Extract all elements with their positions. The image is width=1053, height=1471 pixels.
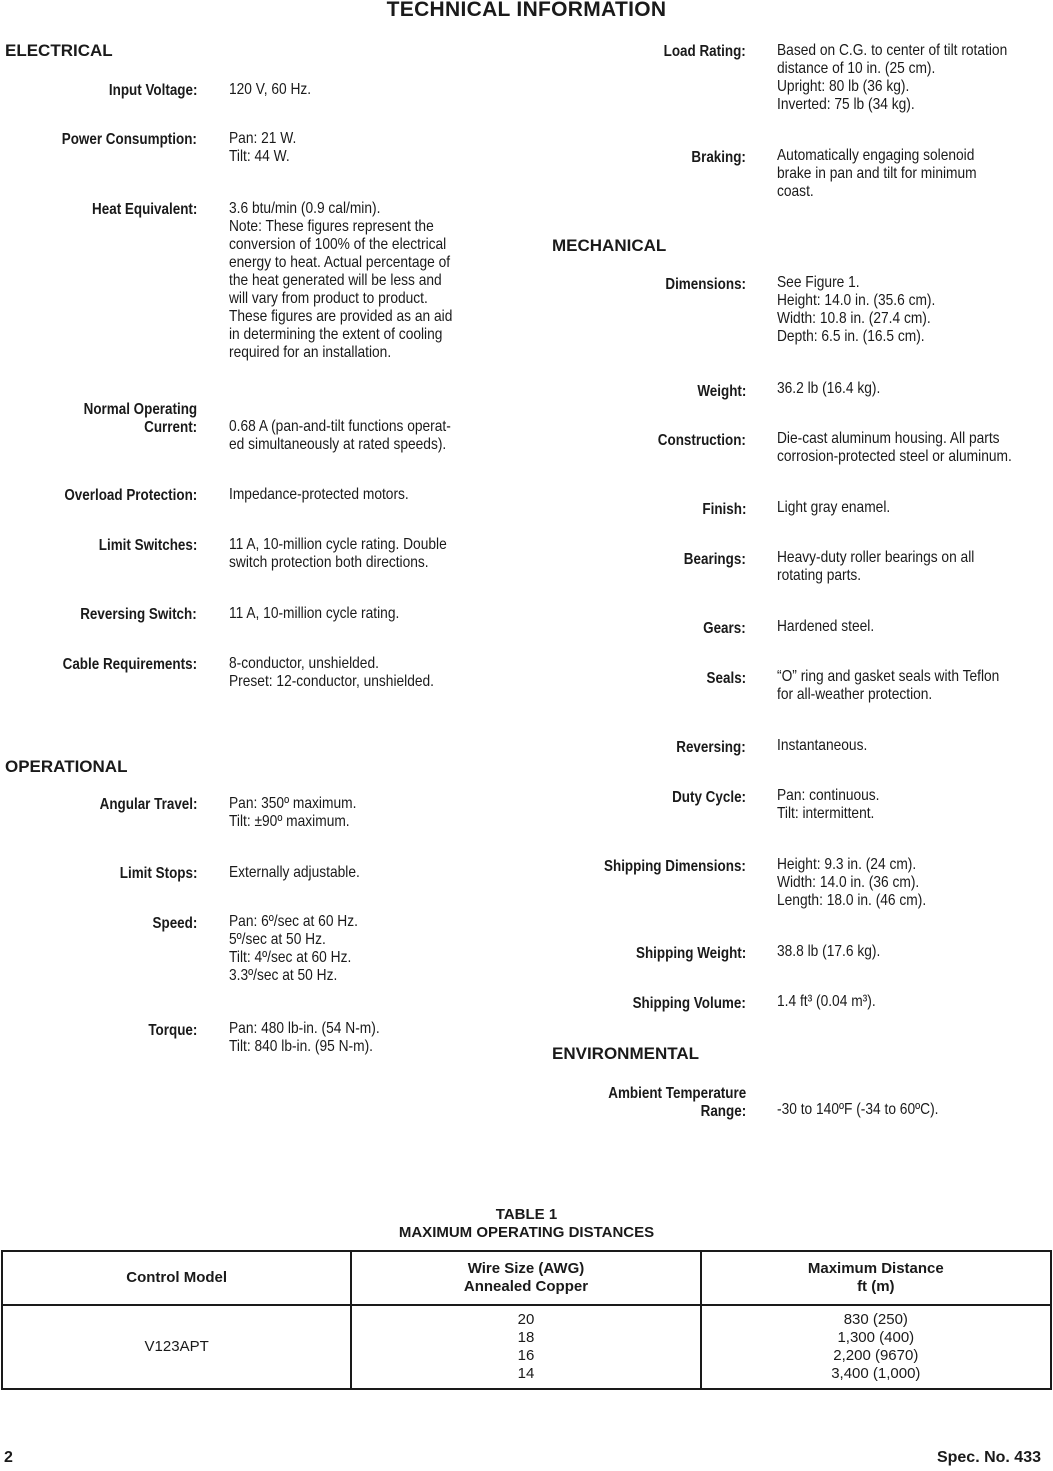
spec-value: Impedance-protected motors.: [229, 486, 409, 503]
column-header: Maximum Distance ft (m): [701, 1251, 1051, 1305]
spec-label: Shipping Dimensions:: [604, 858, 746, 875]
spec-value: 8-conductor, unshielded. Preset: 12-conductor, unshielded.: [229, 655, 435, 690]
spec-label: Angular Travel:: [99, 796, 197, 813]
spec-value: Based on C.G. to center of tilt rotation distance of 10 in. (25 cm). Upright: 80 lb (36 kg). Inverted: 75 lb (34 kg).: [777, 42, 1008, 113]
spec-value: Heavy-duty roller bearings on all rotating parts.: [777, 549, 975, 584]
table-cell-wire-sizes: 20 18 16 14: [351, 1305, 700, 1389]
page-number: 2: [4, 1449, 13, 1466]
spec-label: Power Consumption:: [61, 131, 197, 148]
spec-value: 38.8 lb (17.6 kg).: [777, 943, 881, 960]
spec-value: Pan: 6º/sec at 60 Hz. 5º/sec at 50 Hz. Tilt: 4º/sec at 60 Hz. 3.3º/sec at 50 Hz.: [229, 913, 358, 984]
spec-label: Gears:: [703, 620, 746, 637]
spec-label: Dimensions:: [665, 276, 746, 293]
spec-label: Shipping Weight:: [635, 945, 746, 962]
spec-value: Height: 9.3 in. (24 cm). Width: 14.0 in. (36 cm). Length: 18.0 in. (46 cm).: [777, 856, 927, 909]
spec-value: Pan: 21 W. Tilt: 44 W.: [229, 130, 297, 165]
spec-label: Seals:: [706, 670, 746, 687]
section-heading-operational: OPERATIONAL: [5, 757, 128, 776]
table-cell-model: V123APT: [2, 1305, 351, 1389]
max-distance-table: [1, 1250, 1052, 1390]
spec-label: Torque:: [147, 1022, 197, 1039]
spec-value: Hardened steel.: [777, 618, 875, 635]
spec-value: See Figure 1. Height: 14.0 in. (35.6 cm). Width: 10.8 in. (27.4 cm). Depth: 6.5 in. (16.5 cm).: [777, 274, 936, 345]
spec-value: Pan: 480 lb-in. (54 N-m). Tilt: 840 lb-in. (95 N-m).: [229, 1020, 380, 1055]
spec-value: 11 A, 10-million cycle rating.: [229, 605, 400, 622]
column-header: Wire Size (AWG) Annealed Copper: [351, 1251, 700, 1305]
spec-label: Ambient Temperature Range:: [608, 1085, 746, 1120]
spec-value: -30 to 140ºF (-34 to 60ºC).: [777, 1101, 939, 1118]
spec-label: Load Rating:: [663, 43, 746, 60]
spec-value: 1.4 ft³ (0.04 m³).: [777, 993, 876, 1010]
spec-label: Normal Operating Current:: [83, 401, 197, 436]
spec-label: Reversing:: [676, 739, 746, 756]
spec-label: Braking:: [691, 149, 746, 166]
spec-label: Reversing Switch:: [80, 606, 197, 623]
spec-label: Overload Protection:: [64, 487, 197, 504]
spec-value: Automatically engaging solenoid brake in pan and tilt for minimum coast.: [777, 147, 977, 200]
spec-label: Duty Cycle:: [672, 789, 746, 806]
spec-label: Speed:: [152, 915, 197, 932]
section-heading-environmental: ENVIRONMENTAL: [552, 1044, 700, 1063]
table-header-row: [2, 1251, 1051, 1305]
spec-value: 11 A, 10-million cycle rating. Double switch protection both directions.: [229, 536, 447, 571]
spec-label: Limit Switches:: [98, 537, 197, 554]
section-heading-electrical: ELECTRICAL: [5, 41, 113, 60]
spec-label: Input Voltage:: [108, 82, 197, 99]
table-row: [2, 1305, 1051, 1389]
spec-value: “O” ring and gasket seals with Teflon for all-weather protection.: [777, 668, 1000, 703]
spec-label: Limit Stops:: [119, 865, 197, 882]
spec-label: Construction:: [657, 432, 746, 449]
table-cell-distances: 830 (250) 1,300 (400) 2,200 (9670) 3,400 (1,000): [701, 1305, 1051, 1389]
spec-value: 120 V, 60 Hz.: [229, 81, 312, 98]
spec-label: Cable Requirements:: [62, 656, 197, 673]
spec-label: Shipping Volume:: [632, 995, 746, 1012]
spec-label: Bearings:: [684, 551, 746, 568]
table-caption: TABLE 1 MAXIMUM OPERATING DISTANCES: [398, 1206, 655, 1241]
column-header: Control Model: [2, 1251, 351, 1305]
spec-value: 3.6 btu/min (0.9 cal/min). Note: These figures represent the conversion of 100% of the electrical energy to heat. Actual percentage of the heat generated will be less and will vary from product to product. These figures are provided as an aid in determining the extent of cooling required for an installation.: [229, 200, 453, 361]
spec-value: Pan: 350º maximum. Tilt: ±90º maximum.: [229, 795, 357, 830]
spec-value: Instantaneous.: [777, 737, 868, 754]
spec-value: 0.68 A (pan-and-tilt functions operat- ed simultaneously at rated speeds).: [229, 418, 451, 453]
page-title: TECHNICAL INFORMATION: [386, 0, 667, 21]
spec-label: Weight:: [696, 383, 746, 400]
section-heading-mechanical: MECHANICAL: [552, 236, 667, 255]
spec-value: Pan: continuous. Tilt: intermittent.: [777, 787, 880, 822]
spec-value: Die-cast aluminum housing. All parts corrosion-protected steel or aluminum.: [777, 430, 1012, 465]
spec-value: Externally adjustable.: [229, 864, 360, 881]
spec-value: 36.2 lb (16.4 kg).: [777, 380, 881, 397]
spec-label: Finish:: [701, 501, 746, 518]
spec-label: Heat Equivalent:: [91, 201, 197, 218]
spec-value: Light gray enamel.: [777, 499, 891, 516]
spec-number: Spec. No. 433: [936, 1449, 1041, 1466]
